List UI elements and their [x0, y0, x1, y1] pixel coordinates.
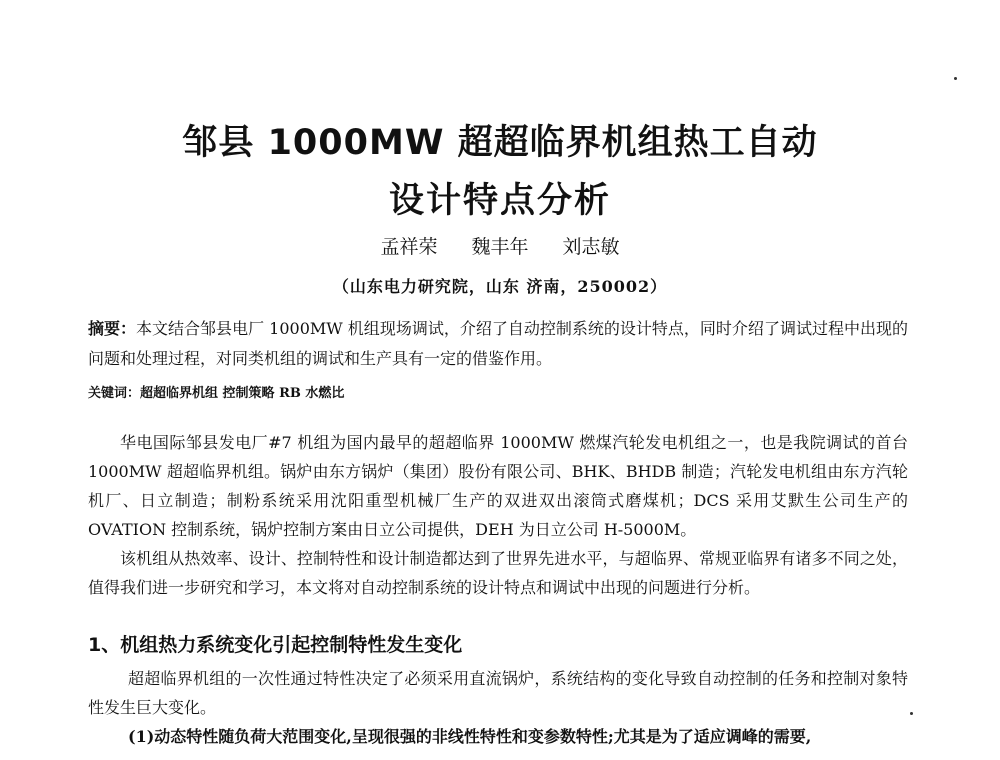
author-affiliation: （山东电力研究院，山东 济南，250002） — [332, 277, 668, 296]
paper-title-line-1: 邹县 1000MW 超超临界机组热工自动 — [182, 123, 818, 163]
body-paragraph-3: 超超临界机组的一次性通过特性决定了必须采用直流锅炉，系统结构的变化导致自动控制的任务和控制对象特性发生巨大变化。 — [88, 669, 908, 717]
body-paragraph-2: 该机组从热效率、设计、控制特性和设计制造都达到了世界先进水平，与超临界、常规亚临界有诸多不同之处，值得我们进一步研究和学习，本文将对自动控制系统的设计特点和调试中出现的问题进行分析。 — [88, 549, 908, 597]
paper-title-line-2: 设计特点分析 — [388, 181, 611, 221]
abstract — [88, 314, 908, 374]
abstract-label: 摘要： — [88, 319, 137, 338]
body-paragraph-4: (1)动态特性随负荷大范围变化,呈现很强的非线性特性和变参数特性;尤其是为了适应调峰的需要, — [128, 727, 812, 746]
section-1-heading: 1、机组热力系统变化引起控制特性发生变化 — [88, 634, 463, 656]
abstract-text: 本文结合邹县电厂 1000MW 机组现场调试，介绍了自动控制系统的设计特点，同时介绍了调试过程中出现的问题和处理过程，对同类机组的调试和生产具有一定的借鉴作用。 — [88, 319, 908, 368]
keywords — [88, 384, 908, 404]
body-paragraph-1: 华电国际邹县发电厂#7 机组为国内最早的超超临界 1000MW 燃煤汽轮发电机组之一，也是我院调试的首台 1000MW 超超临界机组。锅炉由东方锅炉（集团）股份有限公司、BHK、BHDB 制造；汽轮发电机组由东方汽轮机厂、日立制造；制粉系统采用沈阳重型机械厂生产的双进双出滚筒式磨煤机；DCS 采用艾默生公司生产的 OVATION 控制系统，锅炉控制方案由日立公司提供，DEH 为日立公司 H-5000M。 — [88, 433, 908, 539]
author-list: 孟祥荣 魏丰年 刘志敏 — [380, 236, 620, 258]
scan-speck — [954, 77, 957, 80]
keywords-text: 超超临界机组 控制策略 RB 水燃比 — [140, 386, 345, 401]
scan-speck — [910, 712, 913, 715]
keywords-label: 关键词： — [88, 386, 141, 401]
